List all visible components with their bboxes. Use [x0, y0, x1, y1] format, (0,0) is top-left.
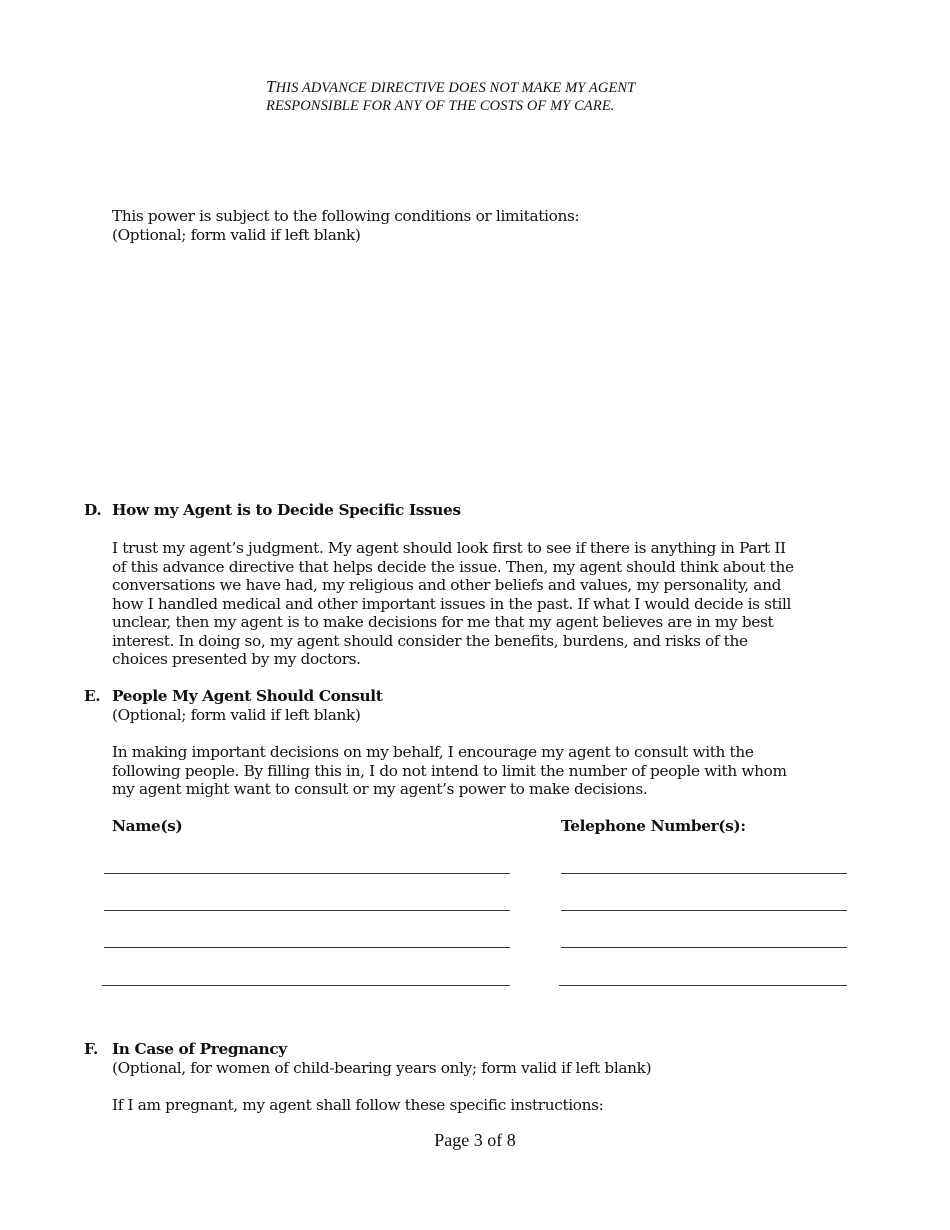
name-entry-line-4[interactable]	[102, 985, 510, 986]
section-d-paragraph	[112, 539, 794, 669]
cost-notice-line-2: RESPONSIBLE FOR ANY OF THE COSTS OF MY CARE.	[266, 98, 615, 114]
phones-column-header: Telephone Number(s):	[561, 817, 746, 835]
paragraph-line: In making important decisions on my behalf, I encourage my agent to consult with the	[112, 743, 754, 761]
section-f-letter: F.	[84, 1040, 98, 1058]
paragraph-line: my agent might want to consult or my agent’s power to make decisions.	[112, 780, 648, 798]
section-e-letter: E.	[84, 687, 101, 705]
page-number: Page 3 of 8	[434, 1130, 516, 1150]
name-entry-line-3[interactable]	[104, 947, 510, 948]
section-d-letter: D.	[84, 501, 102, 519]
section-e-paragraph	[112, 743, 787, 799]
section-f-optional-note: (Optional, for women of child-bearing years only; form valid if left blank)	[112, 1059, 652, 1077]
paragraph-line: of this advance directive that helps decide the issue. Then, my agent should think about the	[112, 557, 794, 576]
conditions-text: This power is subject to the following conditions or limitations:	[112, 207, 580, 225]
names-column-header: Name(s)	[112, 817, 183, 835]
section-f-title: In Case of Pregnancy	[112, 1040, 287, 1058]
phone-entry-line-3[interactable]	[561, 947, 847, 948]
paragraph-line: unclear, then my agent is to make decisions for me that my agent believes are in my best	[112, 613, 774, 631]
cost-notice-line-1	[266, 78, 686, 97]
paragraph-line: choices presented by my doctors.	[112, 650, 361, 668]
section-e-optional-note: (Optional; form valid if left blank)	[112, 706, 361, 724]
paragraph-line: interest. In doing so, my agent should consider the benefits, burdens, and risks of the	[112, 631, 748, 650]
name-entry-line-1[interactable]	[104, 873, 510, 874]
name-entry-line-2[interactable]	[104, 910, 510, 911]
cost-notice-line-1-text: HIS ADVANCE DIRECTIVE DOES NOT MAKE MY AGENT	[275, 80, 636, 96]
paragraph-line: I trust my agent’s judgment. My agent should look first to see if there is anything in Part II	[112, 539, 786, 557]
cost-notice	[266, 78, 686, 115]
phone-entry-line-2[interactable]	[561, 910, 847, 911]
phone-entry-line-4[interactable]	[559, 985, 847, 986]
section-d-title: How my Agent is to Decide Specific Issues	[112, 501, 461, 519]
conditions-block	[112, 207, 579, 244]
section-f-instruction: If I am pregnant, my agent shall follow these specific instructions:	[112, 1096, 604, 1114]
paragraph-line: how I handled medical and other important issues in the past. If what I would decide is still	[112, 594, 792, 613]
section-e-title: People My Agent Should Consult	[112, 687, 383, 705]
conditions-optional-note: (Optional; form valid if left blank)	[112, 225, 361, 244]
paragraph-line: following people. By filling this in, I do not intend to limit the number of people with whom	[112, 761, 787, 780]
phone-entry-line-1[interactable]	[561, 873, 847, 874]
cost-notice-initial: T	[266, 77, 276, 96]
paragraph-line: conversations we have had, my religious and other beliefs and values, my personality, and	[112, 576, 782, 594]
